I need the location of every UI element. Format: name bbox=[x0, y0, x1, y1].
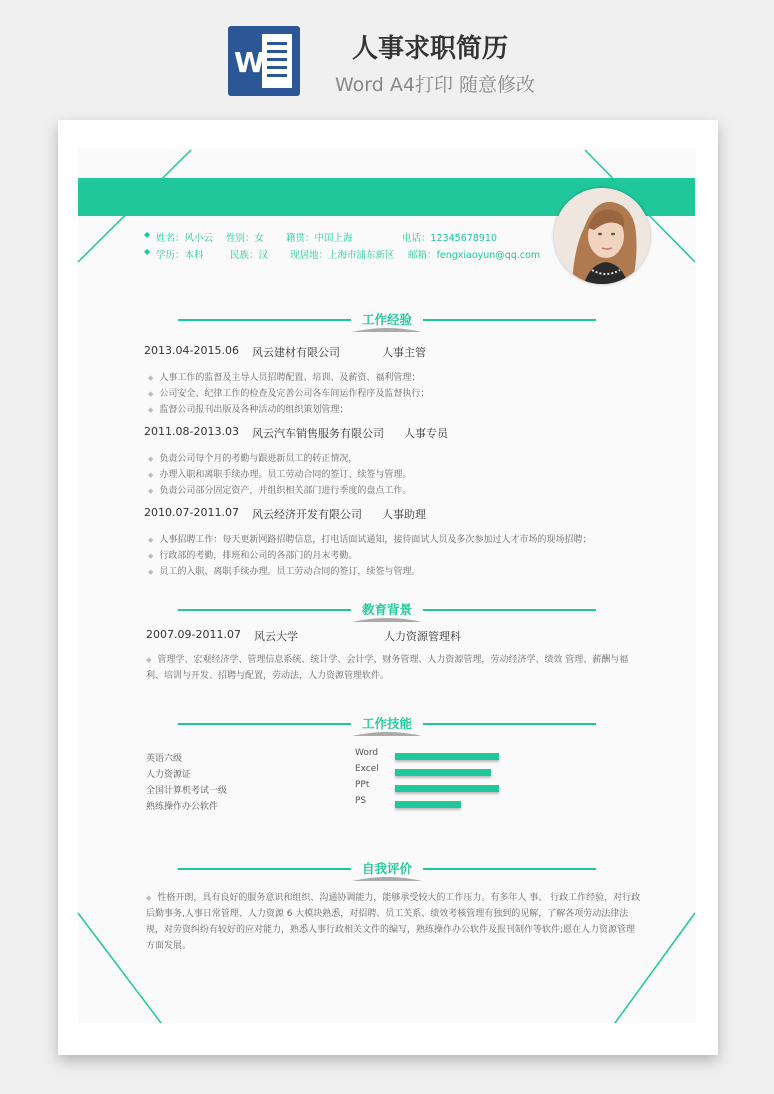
list-item: ◆ 人事工作的监督及主导人员招聘配置、培训、及薪资、福利管理； bbox=[148, 373, 421, 383]
info-native-place: 籍贯：中国上海 bbox=[286, 233, 353, 244]
job-date: 2010.07-2011.07 bbox=[144, 506, 239, 519]
skill-level-bar bbox=[395, 769, 491, 776]
job-position: 人事专员 bbox=[404, 427, 448, 440]
page-subtitle: Word A4打印 随意修改 bbox=[334, 74, 535, 96]
software-label: Word bbox=[355, 748, 379, 758]
skill-level-bar bbox=[395, 801, 461, 808]
word-app-icon bbox=[228, 26, 300, 96]
info-email: 邮箱：fengxiaoyun@qq.com bbox=[408, 250, 541, 261]
section-title: 工作技能 bbox=[361, 716, 412, 731]
section-title: 工作经验 bbox=[361, 312, 412, 327]
document-icon bbox=[262, 34, 292, 88]
info-education: ◆ 学历：本科 bbox=[144, 247, 204, 261]
job-position: 人事助理 bbox=[382, 508, 426, 521]
word-letter: W bbox=[234, 46, 265, 79]
job-company: 风云汽车销售服务有限公司 bbox=[252, 427, 384, 440]
software-label: Excel bbox=[355, 764, 379, 774]
list-item: ◆ 办理入职和离职手续办理。员工劳动合同的签订、续签与管理。 bbox=[148, 470, 412, 480]
skill-level-bar bbox=[395, 785, 499, 792]
skill-level-bar bbox=[395, 753, 499, 760]
info-address: 现居地：上海市浦东新区 bbox=[290, 250, 395, 261]
skill-cert: 英语六级 bbox=[146, 754, 183, 764]
list-item: ◆ 监督公司报刊出版及各种活动的组织策划管理； bbox=[148, 405, 349, 415]
page-title: 人事求职简历 bbox=[351, 34, 508, 64]
list-item: ◆ 人事招聘工作：每天更新网路招聘信息，打电话面试通知，接待面试人员及多次参加过人才市场的现场招聘； bbox=[148, 535, 592, 545]
section-title: 教育背景 bbox=[361, 602, 412, 617]
section-education bbox=[178, 600, 596, 620]
job-date: 2013.04-2015.06 bbox=[144, 344, 239, 357]
job-company: 风云经济开发有限公司 bbox=[252, 508, 362, 521]
job-company: 风云建材有限公司 bbox=[252, 346, 340, 359]
education-major: 人力资源管理科 bbox=[384, 630, 461, 643]
education-school: 风云大学 bbox=[254, 630, 298, 643]
info-phone: 电话：12345678910 bbox=[402, 233, 497, 244]
section-title: 自我评价 bbox=[361, 861, 412, 876]
education-date: 2007.09-2011.07 bbox=[146, 628, 241, 641]
portrait-photo bbox=[554, 188, 650, 284]
education-courses: ◆ 管理学、宏观经济学、管理信息系统、统计学、会计学、财务管理、人力资源管理，劳动经济学、绩效 管理、薪酬与福利、培训与开发、招聘与配置，劳动法，人力资源管理软件。 bbox=[146, 655, 629, 681]
job-position: 人事主管 bbox=[382, 346, 426, 359]
section-work-experience bbox=[178, 310, 596, 330]
skill-cert: 全国计算机考试一级 bbox=[146, 786, 228, 796]
avatar bbox=[554, 188, 650, 284]
resume-page bbox=[58, 120, 718, 1055]
skill-cert: 熟练操作办公软件 bbox=[146, 802, 219, 812]
self-evaluation-text: ◆ 性格开朗，具有良好的服务意识和组织、沟通协调能力，能够承受较大的工作压力。有多年人 事、 行政工作经验，对行政后勤事务,人事日常管理、人力资源 6 大模块熟悉，对招聘、员工关系、绩效考核管理有独到的见解，了解各项劳动法律法规，对劳资纠纷有较好的应对能力，熟悉人事行政相关文件的编写，熟练操作办公软件及报刊制作等软件;愿在人力资源管理方面发展。 bbox=[146, 893, 641, 951]
section-skills bbox=[178, 714, 596, 734]
list-item: ◆ 员工的入职、离职手续办理。员工劳动合同的签订，续签与管理。 bbox=[148, 567, 421, 577]
list-item: ◆ 负责公司每个月的考勤与跟进新员工的转正情况， bbox=[148, 454, 358, 464]
software-label: PS bbox=[355, 796, 367, 806]
software-label: PPt bbox=[355, 780, 370, 790]
list-item: ◆ 公司安全、纪律工作的检查及完善公司各车间运作程序及监督执行； bbox=[148, 389, 430, 399]
job-date: 2011.08-2013.03 bbox=[144, 425, 239, 438]
info-nation: 民族：汉 bbox=[230, 250, 269, 261]
section-self-evaluation bbox=[178, 859, 596, 879]
list-item: ◆ 负责公司部分固定资产，并组织相关部门进行季度的盘点工作。 bbox=[148, 486, 412, 496]
info-gender: 性别：女 bbox=[226, 233, 265, 244]
list-item: ◆ 行政部的考勤，排班和公司的各部门的月末考勤。 bbox=[148, 551, 358, 561]
info-name: ◆ 姓名：风小云 bbox=[144, 230, 214, 244]
skill-cert: 人力资源证 bbox=[146, 770, 192, 780]
